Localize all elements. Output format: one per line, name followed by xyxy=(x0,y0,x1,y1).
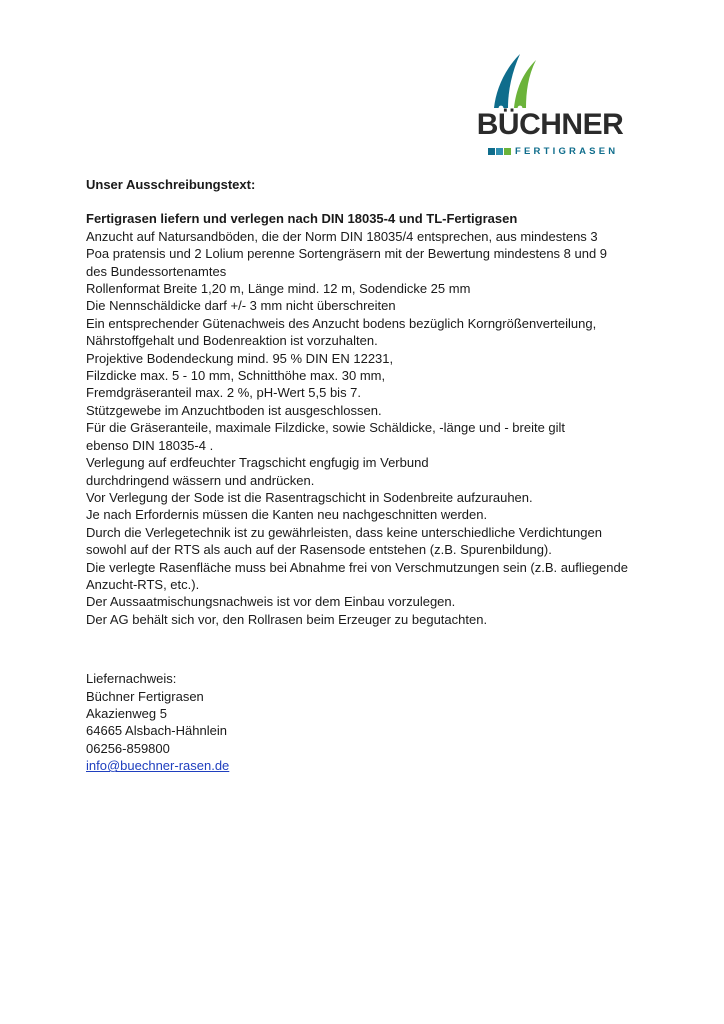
tender-line: sowohl auf der RTS als auch auf der Rasensode entstehen (z.B. Spurenbildung). xyxy=(86,542,552,558)
company-logo xyxy=(464,50,636,162)
tender-line: Anzucht-RTS, etc.). xyxy=(86,576,200,592)
supplier-label: Liefernachweis: xyxy=(86,671,177,687)
supplier-street: Akazienweg 5 xyxy=(86,705,167,721)
tender-line: Stützgewebe im Anzuchtboden ist ausgeschlossen. xyxy=(86,402,382,418)
logo-subtitle-row xyxy=(488,144,618,158)
logo-wordmark: BÜCHNER xyxy=(476,108,624,141)
tender-line: Poa pratensis und 2 Lolium perenne Sortengräsern mit der Bewertung mindestens 8 und 9 xyxy=(86,246,608,262)
supplier-phone: 06256-859800 xyxy=(86,740,170,756)
tender-line: des Bundessortenamtes xyxy=(86,263,227,279)
supplier-email-link[interactable]: info@buechner-rasen.de xyxy=(86,758,230,774)
tender-line: Filzdicke max. 5 - 10 mm, Schnitthöhe max. 30 mm, xyxy=(86,368,386,384)
tender-heading: Fertigrasen liefern und verlegen nach DIN 18035-4 und TL-Fertigrasen xyxy=(86,211,518,227)
tender-line: Vor Verlegung der Sode ist die Rasentragschicht in Sodenbreite aufzurauhen. xyxy=(86,489,533,505)
logo-subtitle: FERTIGRASEN xyxy=(515,145,619,157)
tender-line: Fremdgräseranteil max. 2 %, pH-Wert 5,5 bis 7. xyxy=(86,385,362,401)
tender-line: ebenso DIN 18035-4 . xyxy=(86,437,214,453)
supplier-company: Büchner Fertigrasen xyxy=(86,688,204,704)
supplier-block xyxy=(86,670,656,774)
tender-line: Durch die Verlegetechnik ist zu gewährleisten, dass keine unterschiedliche Verdichtungen xyxy=(86,524,602,540)
tender-line: Rollenformat Breite 1,20 m, Länge mind. 12 m, Sodendicke 25 mm xyxy=(86,281,471,297)
tender-line: Der Aussaatmischungsnachweis ist vor dem Einbau vorzulegen. xyxy=(86,594,456,610)
tender-text xyxy=(86,228,656,628)
grass-blades-icon xyxy=(486,50,546,112)
tender-line: Die Nennschäldicke darf +/- 3 mm nicht überschreiten xyxy=(86,298,396,314)
document-body xyxy=(86,176,656,775)
tender-line: Anzucht auf Natursandböden, die der Norm DIN 18035/4 entsprechen, aus mindestens 3 xyxy=(86,228,598,244)
tender-line: Der AG behält sich vor, den Rollrasen beim Erzeuger zu begutachten. xyxy=(86,611,488,627)
tender-line: Für die Gräseranteile, maximale Filzdicke, sowie Schäldicke, -länge und - breite gilt xyxy=(86,420,566,436)
tender-line: Je nach Erfordernis müssen die Kanten neu nachgeschnitten werden. xyxy=(86,507,488,523)
tender-line: Die verlegte Rasenfläche muss bei Abnahme frei von Verschmutzungen sein (z.B. aufliegende xyxy=(86,559,628,575)
tender-line: Projektive Bodendeckung mind. 95 % DIN EN 12231, xyxy=(86,350,394,366)
tender-line: Nährstoffgehalt und Bodenreaktion ist vorzuhalten. xyxy=(86,333,378,349)
logo-squares-icon xyxy=(488,148,511,155)
section-label: Unser Ausschreibungstext: xyxy=(86,177,256,192)
tender-line: Verlegung auf erdfeuchter Tragschicht engfugig im Verbund xyxy=(86,455,429,471)
supplier-city: 64665 Alsbach-Hähnlein xyxy=(86,723,227,739)
tender-line: Ein entsprechender Gütenachweis des Anzucht bodens bezüglich Korngrößenverteilung, xyxy=(86,315,597,331)
tender-line: durchdringend wässern und andrücken. xyxy=(86,472,315,488)
